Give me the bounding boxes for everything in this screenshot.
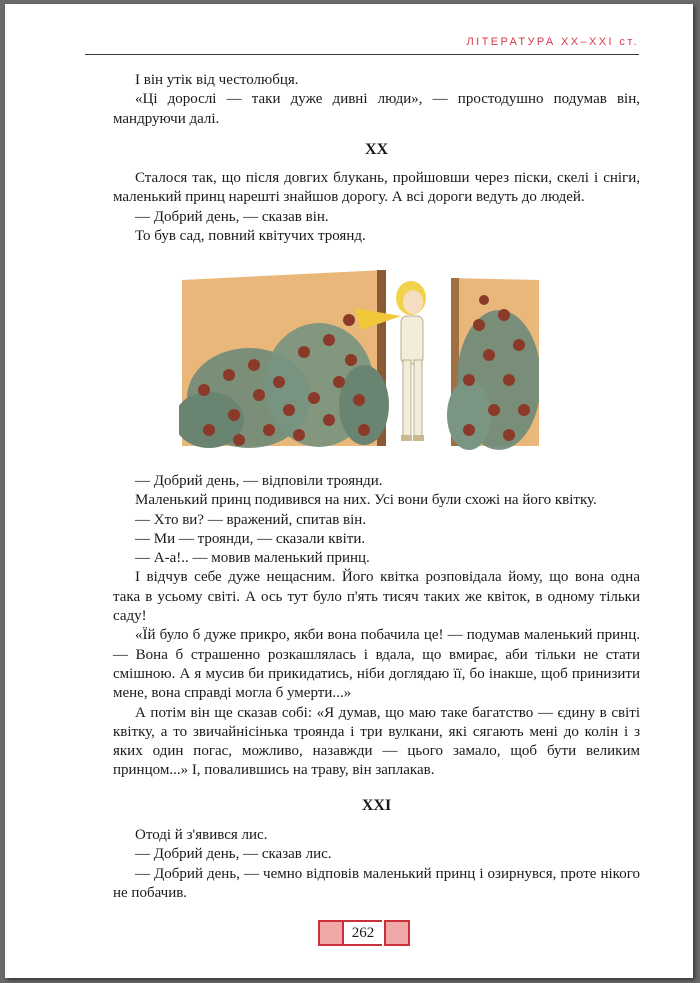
page-number-box: [318, 920, 412, 946]
running-header: ЛІТЕРАТУРА XX–XXI ст.: [466, 36, 639, 48]
text-block-1: [113, 71, 640, 129]
paragraph: То був сад, повний квітучих троянд.: [135, 227, 366, 244]
chapter-heading-21: XXI: [361, 797, 392, 814]
paragraph: — Добрий день, — відповіли троянди.: [135, 473, 383, 489]
header-rule: [85, 54, 639, 55]
rose-garden-illustration: [179, 270, 539, 455]
paragraph: — Добрий день, — сказав він.: [135, 208, 329, 225]
paragraph: А потім він ще сказав собі: «Я думав, що маю таке багатство — єдину в світі квітку, а то звичайнісінька троянда і три вулкани, які сягають мені до колін і з яких один погас, можливо, назавжди — цього замало, щоб бути великим принцом...» І, повалившись на траву, він заплакав.: [113, 704, 640, 779]
paragraph: Отоді й з'явився лис.: [135, 827, 268, 843]
paragraph: — Хто ви? — вражений, спитав він.: [135, 511, 367, 528]
page-number: 262: [344, 920, 382, 946]
paragraph: — А-а!.. — мовив маленький принц.: [135, 550, 370, 567]
paragraph: І відчув себе дуже нещасним. Його квітка розповідала йому, що вона одна така в усьому світі. А ось тут було п'ять тисяч таких же квіток, в одному тільки саду!: [113, 569, 640, 625]
page-number-ornament-left: [318, 920, 344, 946]
paragraph: І він утік від честолюбця.: [135, 72, 299, 88]
text-block-2: [113, 169, 640, 246]
paragraph: — Ми — троянди, — сказали квіти.: [135, 530, 366, 547]
paragraph: «Ці дорослі — таки дуже дивні люди», — простодушно подумав він, мандруючи далі.: [113, 91, 640, 127]
paragraph: Маленький принц подивився на них. Усі вони були схожі на його квітку.: [135, 492, 597, 509]
text-block-4: [113, 826, 640, 903]
chapter-heading-20: XX: [364, 141, 389, 158]
paragraph: — Добрий день, — сказав лис.: [135, 846, 332, 863]
paragraph: «Їй було б дуже прикро, якби вона побачила це! — подумав маленький принц. — Вона б страшенно розкашлялась і вдала, що вмирає, аби тільки не стати смішною. А я мусив би прикидатись, ніби доглядаю її, бо інакше, щоб принизити мене, вона справді могла б умерти...»: [113, 627, 640, 702]
page-number-ornament-right: [384, 920, 410, 946]
paragraph: — Добрий день, — чемно відповів маленький принц і озирнувся, проте нікого не побачив.: [113, 865, 640, 901]
paragraph: Сталося так, що після довгих блукань, пройшовши через піски, скелі і сніги, маленький принц нарешті знайшов дорогу. А всі дороги ведуть до людей.: [113, 170, 640, 206]
text-block-3: [113, 472, 640, 781]
